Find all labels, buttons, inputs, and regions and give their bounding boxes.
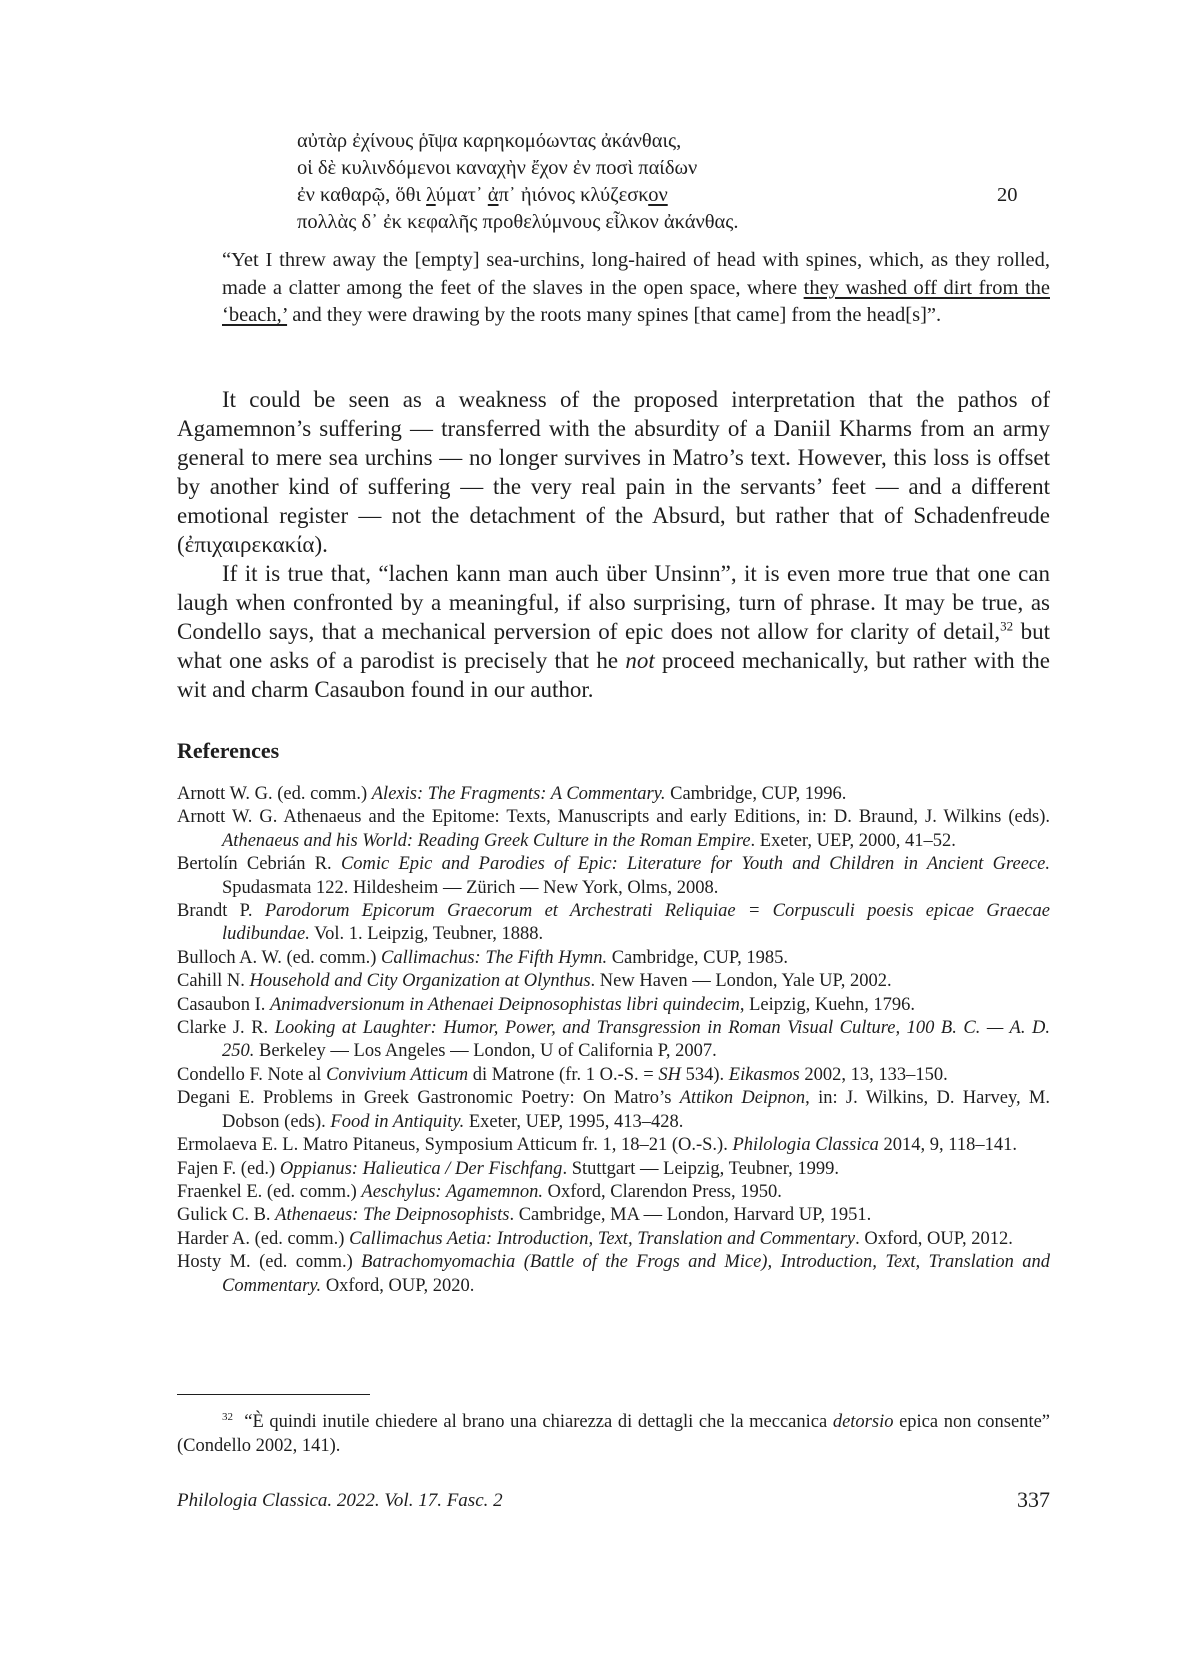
references-heading: References [177, 738, 280, 763]
ref-text: Exeter, UEP, 1995, 413–428. [464, 1111, 684, 1132]
body-paragraph [177, 559, 1050, 704]
footnote-ref[interactable]: 32 [1000, 618, 1014, 634]
ref-text: Condello F. Note al [177, 1064, 327, 1085]
ref-title: Convivium Atticum [326, 1064, 469, 1085]
footnote-text: epica non consente” (Condello 2002, 141). [177, 1412, 1051, 1457]
reference-item [177, 806, 1050, 853]
ref-title: Aeschylus: Agamemnon. [361, 1181, 543, 1202]
verse-line: αὐτὰρ ἐχίνους ῥῖψα καρηκομόωντας ἀκάνθαις, [297, 130, 682, 152]
reference-item [177, 970, 1050, 993]
ref-text: Ermolaeva E. L. Matro Pitaneus, Symposium Atticum fr. 1, 18–21 (O.-S.). [177, 1135, 733, 1156]
paragraph-text: but what one asks of a parodist is precisely that he [177, 619, 1051, 673]
paragraph-text: proceed mechanically, but rather with the wit and charm Casaubon found in our author. [177, 648, 1051, 702]
reference-item [177, 1158, 1050, 1181]
reference-item [177, 1017, 1050, 1064]
ref-text: Arnott W. G. Athenaeus and the Epitome: Texts, Manuscripts and early Editions, in: D. Braund, J. Wilkins (eds). [177, 807, 1050, 828]
ref-title: Parodorum Epicorum Graecorum et Archestrati Reliquiae = Corpusculi poesis epicae Graecae ludibundae. [222, 901, 1050, 945]
ref-text: Harder A. (ed. comm.) [177, 1228, 350, 1249]
ref-title: Oppianus: Halieutica / Der Fischfang [279, 1158, 563, 1179]
reference-item [177, 947, 1050, 970]
ref-text: Degani E. Problems in Greek Gastronomic Poetry: On Matro’s [177, 1088, 680, 1109]
footnote-rule [177, 1394, 370, 1395]
ref-text: 2014, 9, 118–141. [878, 1135, 1017, 1156]
ref-text: 2002, 13, 133–150. [799, 1064, 948, 1085]
reference-item [177, 1181, 1050, 1204]
verse-text: ἐν καθαρῷ, ὅθι [297, 184, 427, 206]
footnote-text: “È quindi inutile chiedere al brano una chiarezza di dettagli che la meccanica [244, 1412, 833, 1433]
ref-title: Philologia Classica [732, 1135, 879, 1156]
reference-item [177, 1204, 1050, 1227]
ref-title: Animadversionum in Athenaei Deipnosophistas libri quindecim [270, 994, 740, 1015]
ref-text: . Cambridge, MA — London, Harvard UP, 1951. [509, 1205, 872, 1226]
verse-line [297, 182, 1057, 209]
ref-text: Fraenkel E. (ed. comm.) [177, 1181, 362, 1202]
reference-item [177, 900, 1050, 947]
ref-text: . Exeter, UEP, 2000, 41–52. [750, 830, 956, 851]
ref-text: Cahill N. [177, 971, 250, 992]
ref-title: Callimachus: The Fifth Hymn. [381, 947, 608, 968]
ref-text: Bertolín Cebrián R. [177, 854, 341, 875]
ref-text: Cambridge, CUP, 1985. [607, 947, 788, 968]
ref-text: di Matrone (fr. 1 O.-S. = [468, 1064, 659, 1085]
ref-text: Cambridge, CUP, 1996. [665, 784, 847, 804]
ref-text: Casaubon I. [177, 994, 270, 1015]
ref-title: SH [658, 1064, 681, 1085]
ref-text: . Oxford, OUP, 2012. [855, 1228, 1013, 1249]
ref-text: Spudasmata 122. Hildesheim — Zürich — New York, Olms, 2008. [222, 877, 719, 898]
ref-text: Oxford, OUP, 2020. [321, 1275, 475, 1296]
ref-title: Batrachomyomachia (Battle of the Frogs and Mice), Introduction, Text, Translation and Commentary. [222, 1252, 1050, 1296]
translation-underlined-text: they washed off dirt from the ‘beach,’ [222, 276, 1050, 326]
reference-item [177, 1228, 1050, 1251]
ref-title: Alexis: The Fragments: A Commentary. [371, 784, 666, 804]
ref-title: Athenaeus: The Deipnosophists [275, 1205, 510, 1226]
ref-text: , in: J. Wilkins, D. Harvey, M. Dobson (eds). [222, 1088, 1050, 1132]
reference-item [177, 1134, 1050, 1157]
reference-item [177, 783, 1050, 806]
ref-title: Comic Epic and Parodies of Epic: Literature for Youth and Children in Ancient Greece. [340, 854, 1050, 875]
reference-item [177, 994, 1050, 1017]
verse-line-number: 20 [997, 184, 1018, 206]
ref-title: Household and City Organization at Olynthus [249, 971, 591, 992]
verse-underlined-text: ἀ [487, 184, 499, 206]
ref-title: Callimachus Aetia: Introduction, Text, Translation and Commentary [349, 1228, 856, 1249]
ref-text: Gulick C. B. [177, 1205, 276, 1226]
translation-text: and they were drawing by the roots many spines [that came] from the head[s]”. [287, 304, 942, 326]
verse-line: οἱ δὲ κυλινδόμενοι καναχὴν ἔχον ἐν ποσὶ παίδων [297, 157, 698, 179]
ref-text: Berkeley — Los Angeles — London, U of California P, 2007. [254, 1041, 717, 1062]
ref-text: 534). [680, 1064, 729, 1085]
paragraph-text: If it is true that, “lachen kann man auch über Unsinn”, it is even more true that one can laugh when confronted by a meaningful, if also surprising, turn of phrase. It may be true, as Condello says, that a mechanical perversion of epic does not allow for clarity of detail, [177, 561, 1050, 644]
ref-text: , Leipzig, Kuehn, 1796. [739, 994, 916, 1015]
ref-text: Vol. 1. Leipzig, Teubner, 1888. [309, 924, 544, 945]
greek-verse-block [297, 128, 1057, 236]
ref-text: Fajen F. (ed.) [177, 1158, 280, 1179]
verse-text: ύματ᾽ [435, 184, 488, 206]
footnote-number: 32 [222, 1411, 233, 1423]
body-text [177, 385, 1050, 704]
translation-text: “Yet I threw away the [empty] sea-urchins, long-haired of head with spines, which, as they rolled, made a clatter among the feet of the slaves in the open space, where [222, 249, 1050, 299]
page-number: 337 [1017, 1487, 1050, 1512]
ref-text: Oxford, Clarendon Press, 1950. [542, 1181, 782, 1202]
ref-text: Hosty M. (ed. comm.) [177, 1252, 362, 1273]
references-list [177, 783, 1050, 1298]
ref-title: Looking at Laughter: Humor, Power, and Transgression in Roman Visual Culture, 100 B. C. — A. D. 250. [222, 1018, 1050, 1062]
reference-item [177, 853, 1050, 900]
verse-underlined-text: λ [426, 184, 436, 206]
reference-item [177, 1064, 1050, 1087]
reference-item [177, 1087, 1050, 1134]
ref-text: Arnott W. G. (ed. comm.) [177, 784, 372, 804]
ref-title: Attikon Deipnon [679, 1088, 806, 1109]
verse-translation [222, 247, 1050, 330]
ref-text: Brandt P. [177, 901, 265, 922]
ref-text: Clarke J. R. [177, 1018, 275, 1039]
verse-line: πολλὰς δ᾽ ἐκ κεφαλῆς προθελύμνους εἷλκον ἀκάνθας. [297, 211, 739, 233]
body-paragraph: It could be seen as a weakness of the proposed interpretation that the pathos of Agamemnon’s suffering — transferred with the absurdity of a Daniil Kharms from an army general to mere sea urchins — no longer survives in Matro’s text. However, this loss is offset by another kind of suffering — the very real pain in the servants’ feet — and a different emotional register — not the detachment of the Absurd, but rather that of Schadenfreude (ἐπιχαιρεκακία). [177, 387, 1050, 557]
verse-underlined-text: ον [648, 184, 668, 206]
emphasis-text: detorsio [832, 1412, 894, 1433]
ref-title: Food in Antiquity. [330, 1111, 465, 1132]
ref-title: Athenaeus and his World: Reading Greek Culture in the Roman Empire [222, 830, 751, 851]
ref-title: Eikasmos [728, 1064, 800, 1085]
ref-text: . New Haven — London, Yale UP, 2002. [590, 971, 892, 992]
journal-citation: Philologia Classica. 2022. Vol. 17. Fasc. 2 [177, 1490, 503, 1511]
reference-item [177, 1251, 1050, 1298]
ref-text: . Stuttgart — Leipzig, Teubner, 1999. [562, 1158, 840, 1179]
emphasis-text: not [625, 648, 655, 673]
verse-text: π᾽ ἠιόνος κλύζεσκ [498, 184, 649, 206]
footnote [177, 1405, 1050, 1458]
ref-text: Bulloch A. W. (ed. comm.) [177, 947, 381, 968]
